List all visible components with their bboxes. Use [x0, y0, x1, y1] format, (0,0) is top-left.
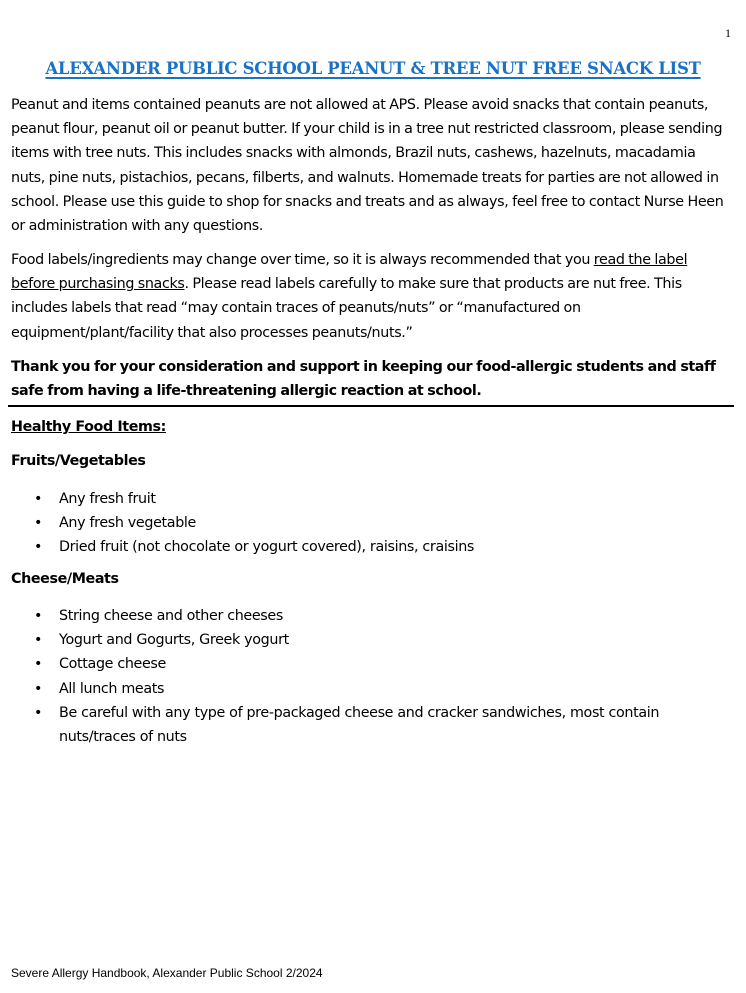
list-item-text: String cheese and other cheeses: [59, 608, 283, 624]
list-item: [0, 652, 700, 676]
labels-paragraph: [11, 248, 731, 345]
document-title: [0, 59, 746, 78]
list-item: [0, 487, 700, 511]
list-item-text: All lunch meats: [59, 680, 165, 697]
labels-text-underlined: read the label before purchasing snacks: [11, 252, 688, 293]
list-item-text: Dried fruit (not chocolate or yogurt covered), raisins, craisins: [59, 539, 475, 556]
bullet-icon: •: [34, 680, 43, 697]
fruits-vegetables-heading: Fruits/Vegetables: [11, 453, 146, 469]
fruits-vegetables-list: [0, 487, 700, 560]
list-item-text: Any fresh fruit: [59, 491, 156, 507]
list-item: [0, 535, 700, 559]
document-title-text: ALEXANDER PUBLIC SCHOOL PEANUT & TREE NUT FREE SNACK LIST: [45, 59, 701, 78]
cheese-meats-list: [0, 604, 700, 749]
list-item-text: Yogurt and Gogurts, Greek yogurt: [59, 632, 289, 649]
bullet-icon: •: [34, 632, 43, 649]
bullet-icon: •: [34, 704, 43, 721]
list-item-text: Cottage cheese: [59, 656, 166, 673]
horizontal-divider: [8, 405, 734, 407]
bullet-icon: •: [34, 515, 43, 532]
list-item: [0, 701, 700, 749]
list-item: [0, 511, 700, 535]
page-footer: Severe Allergy Handbook, Alexander Public School 2/2024: [11, 966, 323, 980]
list-item: [0, 628, 700, 652]
cheese-meats-heading: Cheese/Meats: [11, 571, 119, 587]
intro-paragraph: Peanut and items contained peanuts are not allowed at APS. Please avoid snacks that contain peanuts, peanut flour, peanut oil or peanut butter. If your child is in a tree nut restricted classroom, please sending items with tree nuts. This includes snacks with almonds, Brazil nuts, cashews, hazelnuts, macadamia nuts, pine nuts, pistachios, pecans, filberts, and walnuts. Homemade treats for parties are not allowed in school. Please use this guide to shop for snacks and treats and as always, feel free to contact Nurse Heen or administration with any questions.: [11, 97, 724, 235]
list-item: [0, 677, 700, 701]
bullet-icon: •: [34, 491, 43, 507]
list-item: [0, 604, 700, 628]
page-number: 1: [725, 26, 731, 40]
list-item-text: Be careful with any type of pre-packaged cheese and cracker sandwiches, most contain nuts/traces of nuts: [59, 704, 660, 746]
bullet-icon: •: [34, 608, 43, 624]
list-item-text: Any fresh vegetable: [59, 515, 196, 532]
healthy-food-heading: Healthy Food Items:: [11, 419, 166, 435]
labels-text-before: Food labels/ingredients may change over time, so it is always recommended that you: [11, 252, 594, 268]
thank-you-paragraph: Thank you for your consideration and support in keeping our food-allergic students and staff safe from having a life-threatening allergic reaction at school.: [11, 359, 716, 400]
labels-text-after: . Please read labels carefully to make sure that products are nut free. This includes labels that read “may contain traces of peanuts/nuts” or “manufactured on equipment/plant/facility that also processes peanuts/nuts.”: [11, 276, 682, 341]
bullet-icon: •: [34, 539, 43, 556]
bullet-icon: •: [34, 656, 43, 673]
